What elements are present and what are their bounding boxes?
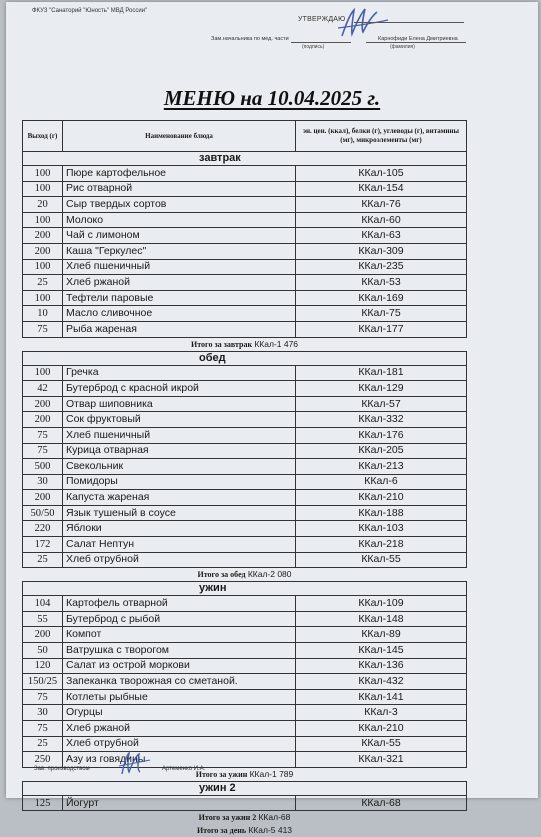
section-header (23, 152, 467, 166)
dish-kcal: ККал-332 (296, 412, 467, 428)
dish-name: Капуста жареная (63, 490, 296, 506)
table-row (23, 443, 467, 459)
section-total (23, 337, 467, 351)
dish-output: 55 (23, 611, 63, 627)
dish-name: Огурцы (63, 705, 296, 721)
table-row (23, 795, 467, 811)
day-total-value: ККал-5 413 (248, 825, 292, 835)
dish-output: 100 (23, 212, 63, 228)
dish-name: Запеканка творожная со сметаной. (63, 674, 296, 690)
table-row (23, 596, 467, 612)
dish-output: 100 (23, 290, 63, 306)
day-total-label: Итого за день (197, 826, 246, 835)
section-header (23, 582, 467, 596)
dish-output: 200 (23, 627, 63, 643)
section-title: обед (23, 351, 467, 365)
dish-name: Язык тушеный в соусе (63, 505, 296, 521)
dish-name: Хлеб отрубной (63, 736, 296, 752)
dish-name: Бутерброд с красной икрой (63, 381, 296, 397)
signature-line (291, 42, 351, 43)
dish-kcal: ККал-75 (296, 306, 467, 322)
column-energy: эн. цен. (ккал), белки (г), углеводы (г), витамины (мг), микроэлементы (мг) (296, 121, 467, 152)
dish-name: Хлеб пшеничный (63, 259, 296, 275)
section-total-value: ККал-1 476 (254, 339, 298, 349)
dish-kcal: ККал-205 (296, 443, 467, 459)
dish-output: 75 (23, 689, 63, 705)
section-total (23, 568, 467, 582)
dish-kcal: ККал-309 (296, 243, 467, 259)
dish-kcal: ККал-53 (296, 275, 467, 291)
dish-kcal: ККал-63 (296, 228, 467, 244)
table-row (23, 611, 467, 627)
table-row (23, 166, 467, 182)
dish-output: 100 (23, 365, 63, 381)
table-row (23, 212, 467, 228)
table-row (23, 552, 467, 568)
dish-output: 75 (23, 443, 63, 459)
section-total-value: ККал-1 789 (250, 769, 294, 779)
dish-name: Ватрушка с творогом (63, 643, 296, 659)
table-row (23, 627, 467, 643)
dish-kcal: ККал-60 (296, 212, 467, 228)
table-row (23, 396, 467, 412)
dish-output: 30 (23, 705, 63, 721)
dish-name: Бутерброд с рыбой (63, 611, 296, 627)
table-row (23, 474, 467, 490)
table-row (23, 259, 467, 275)
dish-kcal: ККал-136 (296, 658, 467, 674)
dish-name: Масло сливочное (63, 306, 296, 322)
table-row (23, 412, 467, 428)
menu-sheet (6, 2, 538, 798)
dish-name: Салат из острой моркови (63, 658, 296, 674)
dish-name: Сок фруктовый (63, 412, 296, 428)
name-line (366, 42, 466, 43)
dish-output: 220 (23, 521, 63, 537)
dish-name: Яблоки (63, 521, 296, 537)
day-total (23, 824, 467, 837)
table-row (23, 275, 467, 291)
dish-output: 125 (23, 795, 63, 811)
dish-kcal: ККал-218 (296, 537, 467, 553)
dish-kcal: ККал-55 (296, 552, 467, 568)
deputy-position: Зам.начальника по мед. части (211, 36, 289, 42)
section-total-label: Итого за ужин (196, 770, 248, 779)
dish-output: 75 (23, 721, 63, 737)
dish-output: 25 (23, 275, 63, 291)
section-total (23, 811, 467, 825)
caption-name: (фамилия) (390, 44, 415, 50)
dish-kcal: ККал-6 (296, 474, 467, 490)
table-row (23, 243, 467, 259)
dish-output: 20 (23, 197, 63, 213)
dish-output: 150/25 (23, 674, 63, 690)
section-total-row (23, 337, 467, 351)
dish-output: 250 (23, 752, 63, 768)
table-row (23, 752, 467, 768)
table-row (23, 197, 467, 213)
dish-name: Отвар шиповника (63, 396, 296, 412)
table-row (23, 505, 467, 521)
dish-name: Свекольник (63, 459, 296, 475)
table-row (23, 705, 467, 721)
dish-kcal: ККал-177 (296, 321, 467, 337)
dish-output: 75 (23, 321, 63, 337)
dish-name: Картофель отварной (63, 596, 296, 612)
table-row (23, 490, 467, 506)
table-row (23, 721, 467, 737)
dish-kcal: ККал-68 (296, 795, 467, 811)
dish-kcal: ККал-432 (296, 674, 467, 690)
dish-name: Чай с лимоном (63, 228, 296, 244)
dish-output: 500 (23, 459, 63, 475)
section-total-row (23, 811, 467, 825)
table-row (23, 537, 467, 553)
dish-name: Йогурт (63, 795, 296, 811)
dish-name: Хлеб пшеничный (63, 427, 296, 443)
table-row (23, 306, 467, 322)
dish-kcal: ККал-109 (296, 596, 467, 612)
dish-name: Гречка (63, 365, 296, 381)
dish-name: Рыба жареная (63, 321, 296, 337)
dish-output: 200 (23, 396, 63, 412)
dish-kcal: ККал-55 (296, 736, 467, 752)
dish-kcal: ККал-235 (296, 259, 467, 275)
approve-label: УТВЕРЖДАЮ (298, 16, 345, 23)
table-row (23, 181, 467, 197)
dish-output: 25 (23, 736, 63, 752)
approve-line (354, 22, 464, 23)
dish-output: 120 (23, 658, 63, 674)
dish-output: 100 (23, 166, 63, 182)
dish-output: 50/50 (23, 505, 63, 521)
dish-output: 100 (23, 259, 63, 275)
dish-name: Хлеб отрубной (63, 552, 296, 568)
table-row (23, 381, 467, 397)
dish-name: Компот (63, 627, 296, 643)
table-row (23, 321, 467, 337)
dish-output: 200 (23, 412, 63, 428)
dish-name: Сыр твердых сортов (63, 197, 296, 213)
section-header (23, 351, 467, 365)
dish-name: Курица отварная (63, 443, 296, 459)
dish-name: Хлеб ржаной (63, 721, 296, 737)
dish-name: Пюре картофельное (63, 166, 296, 182)
dish-kcal: ККал-154 (296, 181, 467, 197)
dish-output: 75 (23, 427, 63, 443)
footer-name: Артеменко И.А. (162, 766, 205, 772)
table-header (23, 121, 467, 152)
dish-name: Молоко (63, 212, 296, 228)
dish-kcal: ККал-105 (296, 166, 467, 182)
dish-kcal: ККал-181 (296, 365, 467, 381)
dish-kcal: ККал-176 (296, 427, 467, 443)
footer-position: Зав. производством (34, 766, 90, 772)
column-output: Выход (г) (23, 121, 63, 152)
dish-name: Рис отварной (63, 181, 296, 197)
table-row (23, 643, 467, 659)
approval-signature (336, 6, 396, 40)
table-row (23, 658, 467, 674)
dish-kcal: ККал-145 (296, 643, 467, 659)
menu-body (23, 152, 467, 837)
deputy-name: Карнофиди Елена Дмитриевна (378, 36, 458, 42)
dish-kcal: ККал-76 (296, 197, 467, 213)
dish-output: 200 (23, 490, 63, 506)
section-total-label: Итого за завтрак (191, 340, 252, 349)
dish-kcal: ККал-321 (296, 752, 467, 768)
table-row (23, 290, 467, 306)
dish-kcal: ККал-129 (296, 381, 467, 397)
chef-signature (116, 750, 156, 778)
table-row (23, 736, 467, 752)
dish-kcal: ККал-210 (296, 490, 467, 506)
table-row (23, 689, 467, 705)
table-row (23, 228, 467, 244)
dish-kcal: ККал-57 (296, 396, 467, 412)
dish-kcal: ККал-169 (296, 290, 467, 306)
caption-signature: (подпись) (302, 44, 324, 50)
dish-output: 200 (23, 228, 63, 244)
menu-title: МЕНЮ на 10.04.2025 г. (6, 86, 538, 111)
day-total-row (23, 824, 467, 837)
section-title: завтрак (23, 152, 467, 166)
column-dish-name: Наименование блюда (63, 121, 296, 152)
table-row (23, 521, 467, 537)
dish-output: 100 (23, 181, 63, 197)
dish-name: Салат Нептун (63, 537, 296, 553)
dish-kcal: ККал-3 (296, 705, 467, 721)
dish-name: Хлеб ржаной (63, 275, 296, 291)
section-total-label: Итого за обед (197, 570, 245, 579)
dish-output: 200 (23, 243, 63, 259)
section-total-label: Итого за ужин 2 (199, 813, 257, 822)
section-total-value: ККал-68 (258, 812, 290, 822)
section-title: ужин 2 (23, 781, 467, 795)
table-row (23, 459, 467, 475)
table-row (23, 427, 467, 443)
dish-output: 104 (23, 596, 63, 612)
dish-name: Тефтели паровые (63, 290, 296, 306)
dish-output: 42 (23, 381, 63, 397)
menu-table (22, 120, 467, 837)
dish-name: Каша "Геркулес" (63, 243, 296, 259)
dish-output: 50 (23, 643, 63, 659)
dish-kcal: ККал-148 (296, 611, 467, 627)
dish-output: 172 (23, 537, 63, 553)
dish-kcal: ККал-188 (296, 505, 467, 521)
section-title: ужин (23, 582, 467, 596)
dish-kcal: ККал-103 (296, 521, 467, 537)
dish-name: Котлеты рыбные (63, 689, 296, 705)
section-total-row (23, 568, 467, 582)
table-row (23, 365, 467, 381)
dish-kcal: ККал-213 (296, 459, 467, 475)
dish-output: 10 (23, 306, 63, 322)
dish-name: Азу из говядины (63, 752, 296, 768)
organization-name: ФКУЗ "Санаторий "Юность" МВД России" (32, 8, 147, 14)
dish-kcal: ККал-89 (296, 627, 467, 643)
dish-output: 30 (23, 474, 63, 490)
dish-kcal: ККал-210 (296, 721, 467, 737)
dish-kcal: ККал-141 (296, 689, 467, 705)
dish-name: Помидоры (63, 474, 296, 490)
section-total-value: ККал-2 080 (248, 569, 292, 579)
table-row (23, 674, 467, 690)
dish-output: 25 (23, 552, 63, 568)
section-header (23, 781, 467, 795)
